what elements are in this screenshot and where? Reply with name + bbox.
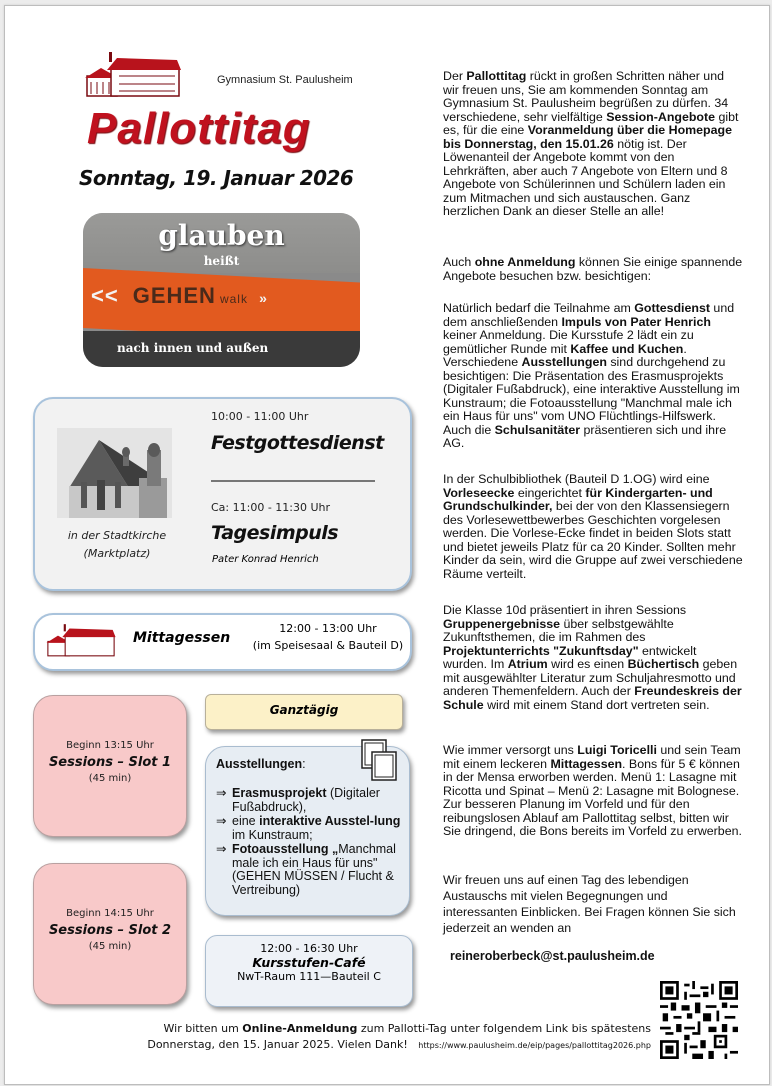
session-slot-2 (33, 863, 187, 1005)
text-bold: ohne Anmeldung (474, 255, 576, 269)
text: . Bons für 5 € können in der Mensa erworben werden. Menü 1: Lasagne mit Ricotta und Spinat – Menü 2: Lasagne mit Bolognese. Zur besseren Planung im Vorfeld und für den reibungslosen Ablauf am Pallottitag selbst, bitten wir Sie dringend, die Bons bereits im Vorfeld zu erwerben. (443, 756, 742, 838)
paragraph-reading-corner (443, 473, 743, 581)
text: und dem anschließenden (443, 301, 735, 329)
banner-walk-word: walk (219, 292, 248, 306)
text-bold: für Kindergarten- und Grundschulkinder, (443, 485, 713, 513)
text: . Verschiedene (443, 341, 687, 369)
text: nötig ist. Der Löwenanteil der Angebote kommt von den Lehrkräften, aber auch 7 Angebote von Eltern und 8 Angebote von Schülerinnen und Schülern laden ein zum Mitmachen und sich austauschen. Ganz herzlichen Dank an dieser Stelle an alle! (443, 136, 728, 218)
exhibitions-list (216, 787, 406, 898)
footer-text: zum Pallotti-Tag unter folgendem Link bis spätestens (357, 1022, 651, 1035)
session-slot-1 (33, 695, 187, 837)
event2-person: Pater Konrad Henrich (212, 554, 319, 565)
text: über selbstgewählte Zukunftsthemen, die im Rahmen des (443, 616, 674, 644)
text-bold: Ausstellungen (521, 355, 607, 369)
event-date: Sonntag, 19. Januar 2026 (79, 166, 354, 190)
text: Die Klasse 10d präsentiert in ihren Sessions (443, 603, 687, 617)
cafe-card (205, 935, 413, 1007)
exhibition-rest: Manchmal male ich ein Haus für uns" (GEHEN MÜSSEN / Flucht & Vertreibung) (232, 842, 396, 897)
slot-begin: Beginn 13:15 Uhr (66, 740, 154, 751)
text: Der (443, 69, 467, 83)
text: keiner Anmeldung. Die Kursstufe 2 lädt ein zu gemütlicher Runde mit (443, 328, 694, 356)
events-divider (211, 480, 375, 482)
text-bold: Freundeskreis der Schule (443, 684, 742, 712)
text: Natürlich bedarf die Teilnahme am (443, 301, 635, 315)
lunch-name: Mittagessen (133, 630, 231, 646)
exhibition-bold: Fotoausstellung „ (232, 842, 339, 856)
church-location-line2: (Marktplatz) (83, 547, 151, 560)
slot-begin: Beginn 14:15 Uhr (66, 908, 154, 919)
exhibition-pre: eine (232, 814, 260, 828)
slot-name: Sessions – Slot 1 (48, 755, 172, 770)
footer-line2 (125, 1038, 651, 1051)
contact-email-link[interactable]: reineroberbeck@st.paulusheim.de (450, 949, 655, 963)
arrow-right-icon: ⇒ (216, 814, 227, 828)
exhibitions-title-colon: : (302, 757, 306, 771)
event1-name: Festgottesdienst (211, 432, 384, 454)
church-events-card (33, 397, 412, 591)
page-title: Pallottitag (87, 104, 311, 153)
cafe-name: Kursstufen-Café (252, 955, 366, 970)
school-logo-icon (83, 48, 183, 100)
text: wird mit einem Stand dort vertreten sein. (483, 697, 710, 712)
text: entwickelt wurden. Im (443, 643, 697, 671)
paragraph-closing: Wir freuen uns auf einen Tag des lebendigen Austauschs mit vielen Begegnungen und interessanten Einblicken. Bei Fragen können Sie sich jederzeit an wenden an (443, 873, 736, 935)
text: rückt in großen Schritten näher und wir freuen uns, Sie am kommenden Sonntag am Gymnasium St. Paulusheim begrüßen zu dürfen. 34 verschiedene, sehr vielfältige (443, 69, 729, 124)
all-day-label: Ganztägig (205, 694, 403, 730)
banner-arrows-right: » (259, 290, 268, 306)
footer-bold: Online-Anmeldung (242, 1022, 358, 1035)
text: In der Schulbibliothek (Bauteil D 1.OG) wird eine (443, 472, 710, 486)
arrow-right-icon: ⇒ (216, 786, 227, 800)
text-bold: Pallottitag (466, 69, 527, 83)
text: wird es einen (547, 657, 628, 671)
banner-line-gehen (91, 283, 282, 309)
banner-line-heisst: heißt (203, 254, 240, 268)
exhibition-rest: im Kunstraum; (232, 827, 313, 842)
text-bold: Schulsanitäter (494, 422, 581, 437)
church-image (57, 428, 172, 518)
text: bei der von den Klassensiegern des Vorlesewettbewerbes Geschichten vorgelesen werden. Die Vorlese-Ecke findet in beiden Slots statt und bietet jeweils Platz für ca 20 Kinder. Sollten mehr Kinder da sein, wird die Gruppe auf zwei verschiedene Räume verteilt. (443, 499, 743, 581)
text: Auch (443, 255, 475, 269)
paragraph-lunch (443, 744, 743, 839)
exhibition-rest: (Digitaler Fußabdruck), (232, 786, 380, 814)
event2-time: Ca: 11:00 - 11:30 Uhr (211, 501, 331, 514)
text: sind durchgehend zu besichtigen: Die Präsentation des Erasmusprojekts (Digitaler Fußabdruck), eine interaktive Ausstellung im Kunstraum; die Fotoausstellung "Manchmal male ich ein Haus für uns" vom UNO Flüchtlings-Hilfswerk. Auch die (443, 355, 740, 437)
text-bold: Session-Angebote (606, 109, 716, 124)
exhibitions-title-text: Ausstellungen (216, 757, 303, 771)
registration-url-link[interactable]: https://www.paulusheim.de/eip/pages/pallottitag2026.php (418, 1041, 651, 1050)
text-bold: Gottesdienst (634, 301, 710, 315)
text: präsentieren sich und ihre AG. (443, 422, 727, 450)
qr-code-icon[interactable] (660, 981, 738, 1059)
paragraph-class-10d (443, 604, 743, 712)
paragraph-intro (443, 70, 743, 219)
paragraph-no-registration (443, 256, 743, 283)
church-location-line1: in der Stadtkirche (67, 529, 167, 542)
banner-line-glauben: glauben (158, 219, 285, 252)
banner-arrows-left: << (91, 283, 119, 308)
text: gibt es, für die eine (443, 109, 739, 137)
lunch-location: (im Speisesaal & Bauteil D) (252, 639, 404, 652)
text-bold: Voranmeldung über die Homepage bis Donnerstag, den 15.01.26 (443, 123, 732, 151)
text: Wie immer versorgt uns (443, 743, 578, 757)
lunch-card (33, 613, 412, 671)
text: eingerichtet (514, 485, 586, 500)
exhibition-item (216, 843, 406, 897)
slot-duration: (45 min) (88, 941, 132, 952)
footer-deadline: Donnerstag, den 15. Januar 2025. Vielen Dank! (147, 1038, 408, 1051)
cafe-time: 12:00 - 16:30 Uhr (260, 942, 358, 955)
slot-duration: (45 min) (88, 773, 132, 784)
exhibition-item (216, 815, 406, 842)
exhibition-bold: Erasmusprojekt (232, 786, 327, 800)
footer-text: Wir bitten um (163, 1022, 243, 1035)
frames-icon (360, 738, 398, 782)
lunch-time: 12:00 - 13:00 Uhr (279, 622, 377, 635)
event1-time: 10:00 - 11:00 Uhr (211, 410, 309, 423)
arrow-right-icon: ⇒ (216, 842, 227, 856)
text-bold: Kaffee und Kuchen (570, 341, 684, 356)
exhibitions-title (216, 757, 306, 771)
text-bold: Vorleseecke (443, 485, 515, 500)
school-name: Gymnasium St. Paulusheim (217, 74, 353, 86)
motto-banner (83, 213, 360, 367)
text-bold: Luigi Toricelli (577, 743, 657, 757)
school-logo-small-icon (45, 621, 117, 659)
text: und sein Team mit einem leckeren (443, 743, 741, 771)
text: können Sie einige spannende Angebote besuchen bzw. besichtigen: (443, 255, 743, 283)
exhibition-bold: interaktive Ausstel-lung (259, 814, 401, 828)
slot-name: Sessions – Slot 2 (48, 923, 172, 938)
text-bold: Büchertisch (627, 657, 700, 671)
text-bold: Mittagessen (550, 756, 623, 771)
church-icon (57, 428, 172, 518)
banner-gehen-word: GEHEN (132, 283, 216, 308)
text-bold: Projektunterrichts "Zukunftsday" (443, 643, 639, 658)
exhibition-item (216, 787, 406, 814)
text-bold: Atrium (507, 657, 548, 671)
paragraph-services (443, 302, 743, 451)
text-bold: Gruppenergebnisse (443, 616, 561, 631)
document-page (4, 5, 770, 1085)
text-bold: Impuls von Pater Henrich (561, 314, 711, 329)
footer-line1 (125, 1022, 651, 1035)
banner-line-nach-innen: nach innen und außen (117, 341, 269, 355)
cafe-location: NwT-Raum 111—Bauteil C (237, 970, 381, 983)
event2-name: Tagesimpuls (211, 522, 339, 544)
text: geben mit ausgewählter Literatur zum Schuljahresmotto und anderen Themenfeldern. Auch der (443, 657, 738, 698)
